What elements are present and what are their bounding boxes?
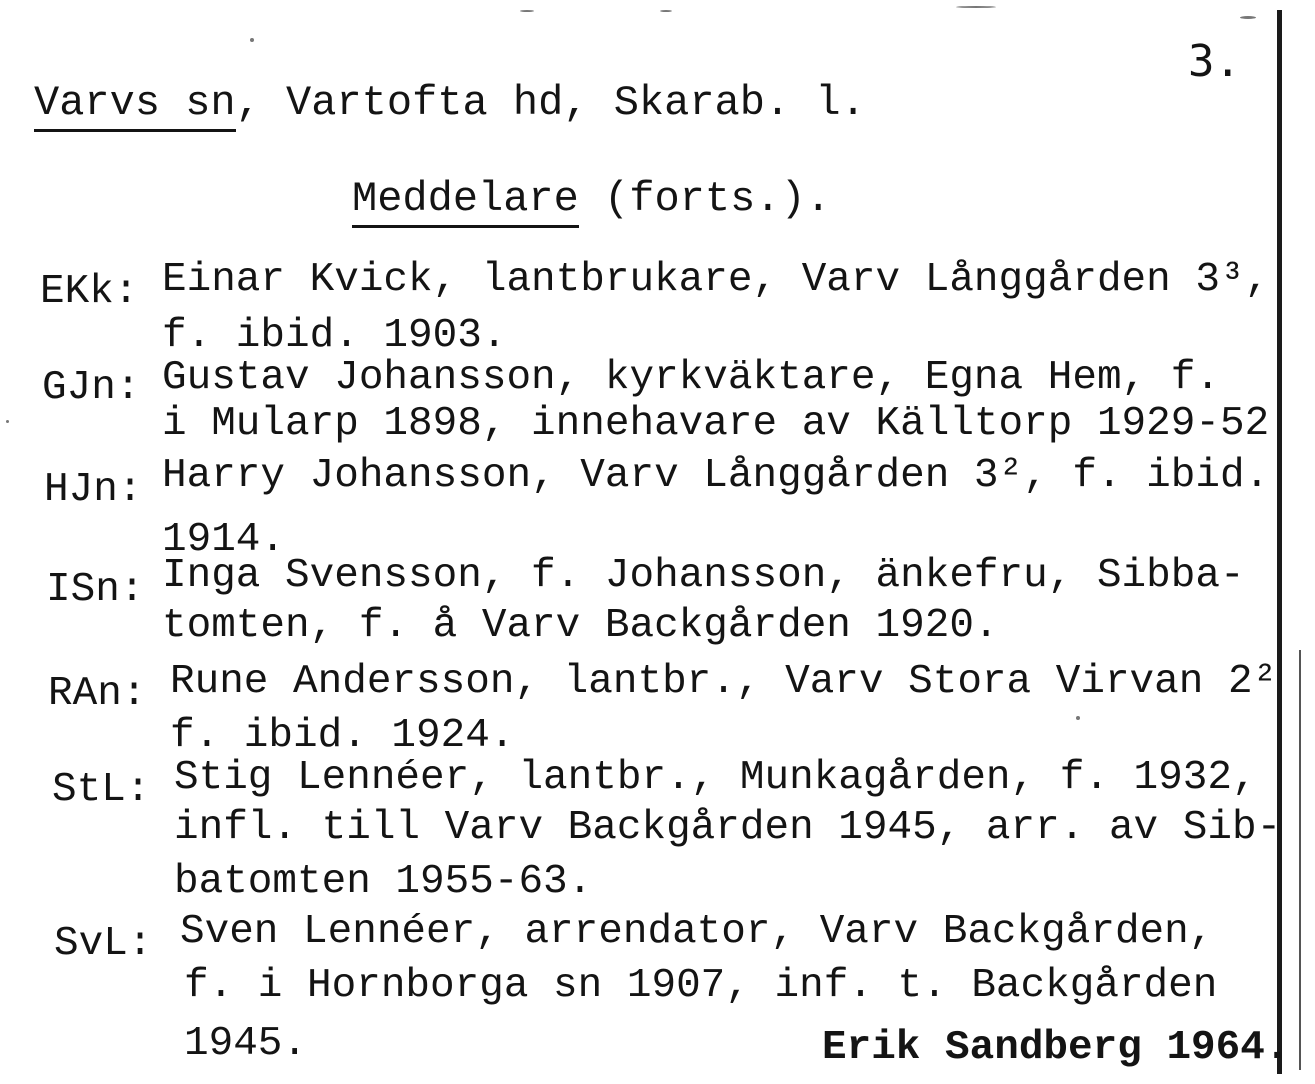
entry-line: 1945. — [184, 1021, 308, 1067]
informant-code: SvL: — [54, 921, 153, 967]
card-edge — [1277, 10, 1282, 1074]
paper-speck — [1076, 716, 1080, 720]
paper-speck — [520, 10, 534, 12]
section-suffix: (forts.). — [578, 175, 831, 223]
informant-code: StL: — [52, 767, 151, 813]
informant-code: ISn: — [46, 567, 145, 613]
entry-line: i Mularp 1898, innehavare av Källtorp 1929-52 — [162, 401, 1270, 447]
entry-line: batomten 1955-63. — [174, 859, 593, 905]
paper-speck — [6, 420, 9, 423]
entry-line: Stig Lennéer, lantbr., Munkagården, f. 1932, — [174, 755, 1257, 801]
paper-speck — [1240, 16, 1256, 19]
header-location: , Vartofta hd, Skarab. l. — [235, 79, 866, 127]
entry-line: Harry Johansson, Varv Långgården 3², f. ibid. — [162, 453, 1270, 499]
entry-line: f. ibid. 1903. — [162, 313, 507, 359]
entry-line: f. ibid. 1924. — [170, 713, 515, 759]
paper-speck — [660, 10, 672, 12]
entry-line: Gustav Johansson, kyrkväktare, Egna Hem, f. — [162, 355, 1220, 401]
entry-line: Inga Svensson, f. Johansson, änkefru, Sibba- — [162, 553, 1245, 599]
entry-line: infl. till Varv Backgården 1945, arr. av Sib- — [174, 805, 1282, 851]
entry-line: Einar Kvick, lantbrukare, Varv Långgården 3³, — [162, 257, 1270, 303]
informant-code: RAn: — [48, 671, 147, 717]
paper-speck — [250, 38, 254, 42]
entry-line: 1914. — [162, 517, 286, 563]
paper-speck — [956, 6, 996, 8]
parish-name: Varvs sn — [34, 79, 236, 132]
informant-code: HJn: — [44, 467, 143, 513]
informant-code: GJn: — [42, 365, 141, 411]
card-header — [34, 79, 866, 127]
entry-line: Rune Andersson, lantbr., Varv Stora Virvan 2² — [170, 659, 1278, 705]
section-label: Meddelare — [352, 175, 579, 228]
informant-code: EKk: — [40, 269, 139, 315]
page-number: 3. — [1188, 36, 1241, 87]
entry-line: tomten, f. å Varv Backgården 1920. — [162, 603, 999, 649]
entry-line: f. i Hornborga sn 1907, inf. t. Backgården — [184, 963, 1218, 1009]
collector-signature: Erik Sandberg 1964. — [822, 1025, 1290, 1071]
entry-line: Sven Lennéer, arrendator, Varv Backgården, — [180, 909, 1214, 955]
section-heading — [352, 175, 831, 223]
card-edge-shadow — [1299, 650, 1301, 1070]
